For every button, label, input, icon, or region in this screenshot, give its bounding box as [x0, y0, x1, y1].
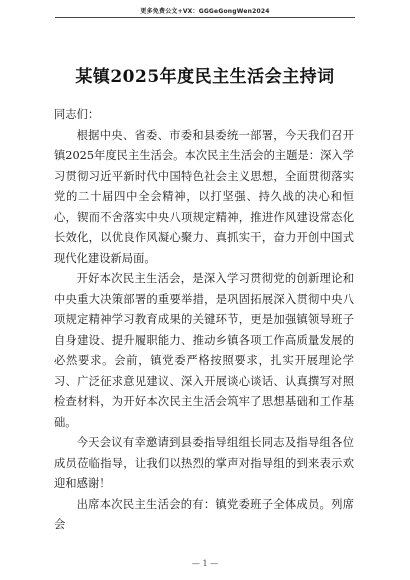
- page-number: — 1 —: [191, 559, 219, 568]
- paragraph-3: 今天会议有幸邀请到县委指导组组长同志及指导组各位成员莅临指导，让我们以热烈的掌声对指导组的到来表示欢迎和感谢！: [54, 436, 354, 490]
- paragraph-2: 开好本次民主生活会，是深入学习贯彻党的创新理论和中央重大决策部署的重要举措，是巩固拓展深入贯彻中央八项规定精神学习教育成果的关键环节，更是加强镇领导班子自身建设、提升履职能力、推动乡镇各项工作高质量发展的必然要求。会前，镇党委严格按照要求，扎实开展理论学习、广泛征求意见建议、深入开展谈心谈话、认真撰写对照检查材料，为开好本次民主生活会筑牢了思想基础和工作基础。: [54, 272, 354, 429]
- header-divider: [55, 17, 355, 18]
- document-body: [54, 105, 354, 536]
- page-header: 更多免费公文+VX：GGGeGongWen2024: [140, 8, 270, 15]
- salutation: 同志们：: [54, 108, 100, 121]
- paragraph-1: 根据中央、省委、市委和县委统一部署，今天我们召开镇2025年度民主生活会。本次民主生活会的主题是：深入学习贯彻习近平新时代中国特色社会主义思想，全面贯彻落实党的二十届四中全会精神，以打坚强、持久战的决心和恒心，锲而不舍落实中央八项规定精神，推进作风建设常态化长效化，以优良作风凝心聚力、真抓实干，奋力开创中国式现代化建设新局面。: [54, 128, 354, 265]
- document-title: 某镇2025年度民主生活会主持词: [75, 67, 335, 87]
- paragraph-4: 出席本次民主生活会的有：镇党委班子全体成员。列席会: [54, 497, 354, 531]
